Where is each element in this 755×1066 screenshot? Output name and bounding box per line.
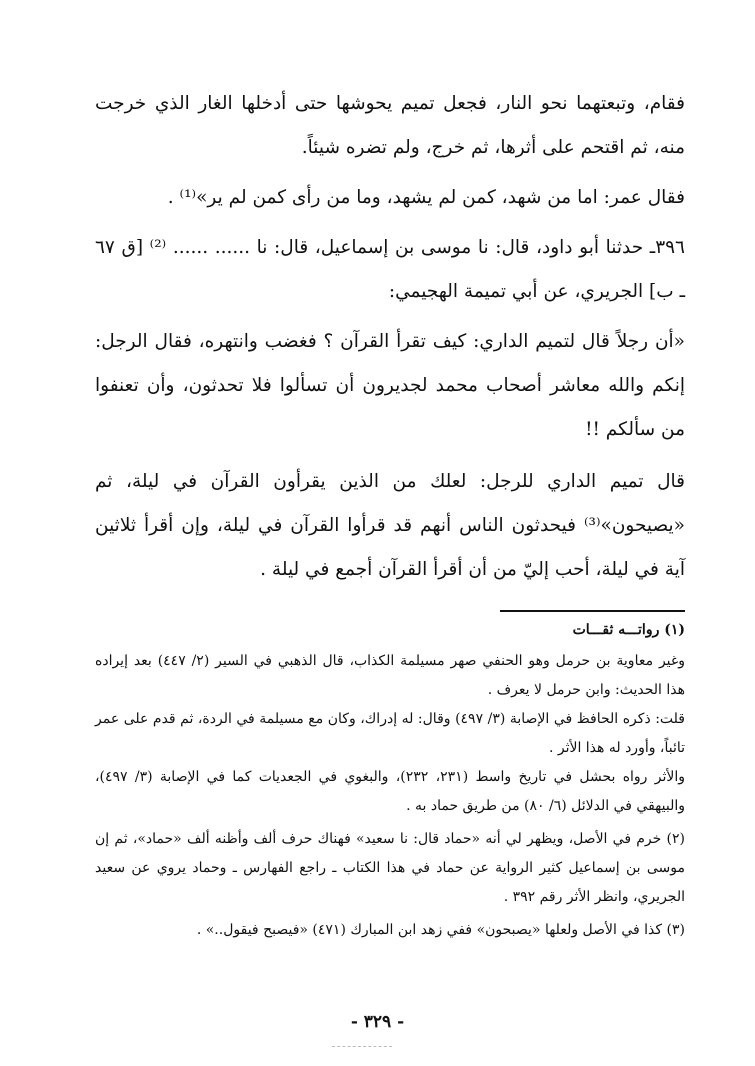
main-text	[95, 82, 685, 592]
page-number: - ٣٢٩ -	[350, 1012, 405, 1032]
paragraph-1: فقام، وتبعتهما نحو النار، فجعل تميم يحوشها حتى أدخلها الغار الذي خرجت منه، ثم اقتحم على أثرها، ثم خرج، ولم تضره شيئاً.	[95, 93, 685, 158]
footnote-2: (٢) خرم في الأصل، ويظهر لي أنه «حماد قال: نا سعيد» فهناك حرف ألف وأظنه ألف «حماد»، ثم إن موسى بن إسماعيل كثير الرواية عن حماد في هذا الكتاب ـ راجع الفهارس ـ وحماد يروي عن سعيد الجريري، وانظر الأثر رقم ٣٩٢ .	[95, 831, 685, 905]
paragraph-4: «أن رجلاً قال لتميم الداري: كيف تقرأ القرآن ؟ فغضب وانتهره، فقال الرجل: إنكم والله معاشر أصحاب محمد لجديرون أن تسألوا فلا تحدثون، وأن تعنفوا من سألكم !!	[95, 331, 685, 440]
footnote-1-para-2: قلت: ذكره الحافظ في الإصابة (٣/ ٤٩٧) وقال: له إدراك، وكان مع مسيلمة في الردة، ثم قدم على عمر تائباً، وأورد له هذا الأثر .	[95, 711, 686, 756]
paragraph-5: قال تميم الداري للرجل: لعلك من الذين يقرأون القرآن في ليلة، ثم «يصيحون»⁽³⁾ فيحدثون الناس أنهم قد قرأوا القرآن في ليلة، وإن أقرأ ثلاثين آية في ليلة، أحب إليّ من أن أقرأ القرآن أجمع في ليلة .	[95, 471, 685, 580]
footnote-1-para-3: والأثر رواه بحشل في تاريخ واسط (٢٣١، ٢٣٢)، والبغوي في الجعديات كما في الإصابة (٣/ ٤٩٧)، والبيهقي في الدلائل (٦/ ٨٠) من طريق حماد به .	[95, 769, 686, 814]
footnotes	[95, 616, 685, 945]
footnote-separator	[500, 610, 685, 612]
paragraph-2: فقال عمر: اما من شهد، كمن لم يشهد، وما من رأى كمن لم ير»⁽¹⁾ .	[167, 187, 685, 208]
page-body	[95, 82, 685, 945]
footnote-3: (٣) كذا في الأصل ولعلها «يصبحون» ففي زهد ابن المبارك (٤٧١) «فيصبح فيقول..» .	[196, 922, 685, 938]
footnote-1-title: (١) رواتـــه ثقـــات	[572, 622, 685, 638]
footnote-1-para-1: وغير معاوية بن حرمل وهو الحنفي صهر مسيلمة الكذاب، قال الذهبي في السير (٢/ ٤٤٧) بعد إيراده هذا الحديث: وابن حرمل لا يعرف .	[95, 653, 685, 698]
paragraph-3-hadith-396: ٣٩٦ـ حدثنا أبو داود، قال: نا موسى بن إسماعيل، قال: نا ...... ...... ⁽²⁾ [ق ٦٧ ـ ب] الجريري، عن أبي تميمة الهجيمي:	[95, 237, 685, 302]
bottom-mark	[332, 1046, 392, 1047]
